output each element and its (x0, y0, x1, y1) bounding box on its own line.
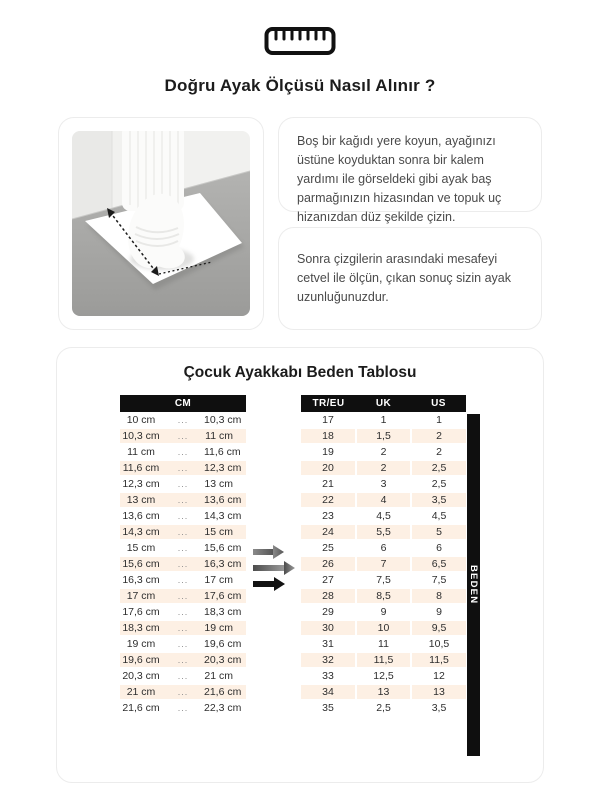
size-value: 32 (301, 652, 356, 668)
size-value: 35 (301, 700, 356, 716)
size-row (301, 700, 466, 716)
size-row (301, 460, 466, 476)
cm-value: 18,3 cm (120, 620, 162, 636)
cm-table-header-row (120, 395, 246, 412)
beden-vertical-label (467, 414, 480, 756)
size-chart-tables (57, 395, 543, 756)
range-separator: ... (162, 572, 204, 588)
size-value: 19 (301, 444, 356, 460)
size-value: 6 (411, 540, 466, 556)
cm-table (120, 395, 246, 717)
size-row (301, 476, 466, 492)
size-value: 22 (301, 492, 356, 508)
cm-value: 13 cm (204, 476, 246, 492)
size-value: 9 (411, 604, 466, 620)
cm-value: 11,6 cm (204, 444, 246, 460)
cm-value: 20,3 cm (204, 652, 246, 668)
size-value: 8,5 (356, 588, 411, 604)
range-separator: ... (162, 444, 204, 460)
size-row (301, 524, 466, 540)
size-row (301, 556, 466, 572)
size-value: 18 (301, 428, 356, 444)
size-value: 20 (301, 460, 356, 476)
cm-range-row (120, 604, 246, 620)
range-separator: ... (162, 556, 204, 572)
size-row (301, 492, 466, 508)
cm-value: 16,3 cm (204, 556, 246, 572)
size-value: 30 (301, 620, 356, 636)
range-separator: ... (162, 524, 204, 540)
size-value: 1 (356, 412, 411, 428)
size-value: 7 (356, 556, 411, 572)
cm-value: 15 cm (120, 540, 162, 556)
cm-value: 19,6 cm (204, 636, 246, 652)
size-value: 2,5 (411, 460, 466, 476)
size-value: 24 (301, 524, 356, 540)
cm-value: 17,6 cm (204, 588, 246, 604)
cm-header: CM (120, 395, 246, 412)
cm-value: 11,6 cm (120, 460, 162, 476)
size-value: 2 (411, 428, 466, 444)
range-separator: ... (162, 684, 204, 700)
cm-range-row (120, 524, 246, 540)
ruler-icon (0, 0, 600, 56)
size-value: 17 (301, 412, 356, 428)
cm-value: 21 cm (204, 668, 246, 684)
range-separator: ... (162, 636, 204, 652)
cm-range-row (120, 668, 246, 684)
size-row (301, 588, 466, 604)
size-value: 2 (356, 460, 411, 476)
cm-value: 22,3 cm (204, 700, 246, 716)
size-row (301, 444, 466, 460)
cm-range-row (120, 556, 246, 572)
cm-value: 13 cm (120, 492, 162, 508)
cm-value: 15,6 cm (204, 540, 246, 556)
range-separator: ... (162, 588, 204, 604)
size-value: 5 (411, 524, 466, 540)
cm-range-row (120, 540, 246, 556)
cm-range-row (120, 588, 246, 604)
instruction-card-2 (278, 227, 542, 330)
cm-value: 14,3 cm (204, 508, 246, 524)
size-value: 9 (356, 604, 411, 620)
cm-value: 21,6 cm (204, 684, 246, 700)
size-row (301, 604, 466, 620)
size-value: 2 (356, 444, 411, 460)
beden-label-text: BEDEN (468, 565, 479, 605)
range-separator: ... (162, 604, 204, 620)
size-value: 5,5 (356, 524, 411, 540)
size-value: 25 (301, 540, 356, 556)
cm-value: 11 cm (204, 428, 246, 444)
cm-range-row (120, 476, 246, 492)
cm-value: 10,3 cm (120, 428, 162, 444)
cm-range-row (120, 508, 246, 524)
size-value: 4 (356, 492, 411, 508)
cm-range-row (120, 572, 246, 588)
size-value: 1 (411, 412, 466, 428)
cm-value: 13,6 cm (204, 492, 246, 508)
size-value: 12,5 (356, 668, 411, 684)
size-value: 21 (301, 476, 356, 492)
range-separator: ... (162, 476, 204, 492)
size-value: 29 (301, 604, 356, 620)
size-value: 28 (301, 588, 356, 604)
page-title: Doğru Ayak Ölçüsü Nasıl Alınır ? (164, 76, 436, 95)
size-value: 2 (411, 444, 466, 460)
size-chart-title: Çocuk Ayakkabı Beden Tablosu (183, 364, 417, 381)
size-value: 8 (411, 588, 466, 604)
range-separator: ... (162, 668, 204, 684)
cm-range-row (120, 652, 246, 668)
size-value: 12 (411, 668, 466, 684)
size-row (301, 540, 466, 556)
size-value: 13 (356, 684, 411, 700)
size-value: 2,5 (411, 476, 466, 492)
size-value: 11,5 (356, 652, 411, 668)
range-separator: ... (162, 412, 204, 428)
cm-range-row (120, 428, 246, 444)
size-conversion-table (301, 395, 466, 717)
cm-range-row (120, 492, 246, 508)
size-value: 26 (301, 556, 356, 572)
size-value: 33 (301, 668, 356, 684)
cm-range-row (120, 412, 246, 428)
cm-value: 11 cm (120, 444, 162, 460)
cm-range-row (120, 460, 246, 476)
cm-value: 15 cm (204, 524, 246, 540)
howto-section (58, 117, 542, 330)
size-column-header: TR/EU (301, 395, 356, 412)
cm-value: 16,3 cm (120, 572, 162, 588)
size-value: 6,5 (411, 556, 466, 572)
cm-value: 14,3 cm (120, 524, 162, 540)
size-value: 9,5 (411, 620, 466, 636)
size-row (301, 508, 466, 524)
cm-value: 21,6 cm (120, 700, 162, 716)
cm-range-row (120, 620, 246, 636)
cm-value: 17 cm (120, 588, 162, 604)
size-row (301, 668, 466, 684)
conversion-arrows-icon (246, 395, 301, 596)
range-separator: ... (162, 428, 204, 444)
size-value: 3,5 (411, 700, 466, 716)
size-value: 10,5 (411, 636, 466, 652)
size-value: 27 (301, 572, 356, 588)
range-separator: ... (162, 700, 204, 716)
range-separator: ... (162, 460, 204, 476)
range-separator: ... (162, 492, 204, 508)
size-column-header: UK (356, 395, 411, 412)
size-value: 2,5 (356, 700, 411, 716)
cm-value: 18,3 cm (204, 604, 246, 620)
cm-value: 12,3 cm (204, 460, 246, 476)
size-value: 23 (301, 508, 356, 524)
cm-range-row (120, 684, 246, 700)
size-value: 31 (301, 636, 356, 652)
instruction-cards (278, 117, 542, 330)
size-value: 3,5 (411, 492, 466, 508)
size-table-header-row (301, 395, 466, 412)
cm-value: 20,3 cm (120, 668, 162, 684)
cm-value: 19,6 cm (120, 652, 162, 668)
range-separator: ... (162, 652, 204, 668)
cm-value: 10,3 cm (204, 412, 246, 428)
size-chart-card (56, 347, 544, 783)
instruction-text-2: Sonra çizgilerin arasındaki mesafeyi cetvel ile ölçün, çıkan sonuç sizin ayak uzunluğunuzdur. (297, 252, 511, 304)
cm-value: 17,6 cm (120, 604, 162, 620)
size-value: 4,5 (356, 508, 411, 524)
size-value: 11,5 (411, 652, 466, 668)
size-value: 7,5 (411, 572, 466, 588)
range-separator: ... (162, 620, 204, 636)
size-row (301, 636, 466, 652)
size-row (301, 684, 466, 700)
cm-value: 19 cm (204, 620, 246, 636)
size-value: 7,5 (356, 572, 411, 588)
size-row (301, 620, 466, 636)
size-value: 10 (356, 620, 411, 636)
cm-value: 10 cm (120, 412, 162, 428)
size-row (301, 412, 466, 428)
range-separator: ... (162, 508, 204, 524)
cm-value: 12,3 cm (120, 476, 162, 492)
size-row (301, 428, 466, 444)
foot-measurement-image (58, 117, 264, 330)
size-row (301, 572, 466, 588)
instruction-text-1: Boş bir kağıdı yere koyun, ayağınızı üstüne koyduktan sonra bir kalem yardımı ile görseldeki gibi ayak baş parmağınızın hizasından ve topuk uç hizanızdan düz şekilde çizin. (297, 134, 502, 224)
range-separator: ... (162, 540, 204, 556)
cm-range-row (120, 444, 246, 460)
size-value: 6 (356, 540, 411, 556)
cm-value: 15,6 cm (120, 556, 162, 572)
cm-value: 19 cm (120, 636, 162, 652)
size-value: 4,5 (411, 508, 466, 524)
cm-value: 17 cm (204, 572, 246, 588)
instruction-card-1 (278, 117, 542, 224)
size-value: 13 (411, 684, 466, 700)
size-row (301, 652, 466, 668)
size-value: 11 (356, 636, 411, 652)
cm-range-row (120, 636, 246, 652)
size-value: 1,5 (356, 428, 411, 444)
size-value: 3 (356, 476, 411, 492)
cm-range-row (120, 700, 246, 716)
cm-value: 13,6 cm (120, 508, 162, 524)
size-column-header: US (411, 395, 466, 412)
cm-value: 21 cm (120, 684, 162, 700)
size-value: 34 (301, 684, 356, 700)
